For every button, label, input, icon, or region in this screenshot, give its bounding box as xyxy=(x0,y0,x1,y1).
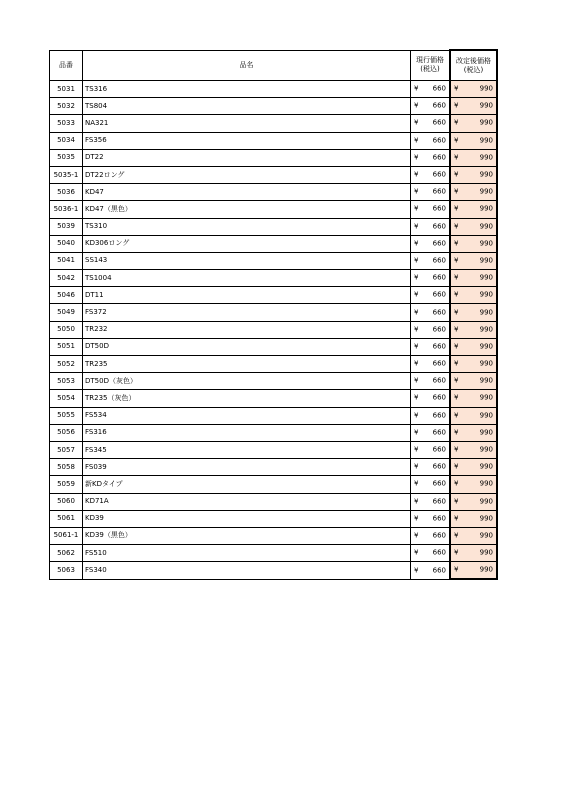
new-price: 990 xyxy=(479,376,493,385)
new-price: 990 xyxy=(479,222,493,231)
current-price: 660 xyxy=(432,170,446,179)
new-price: 990 xyxy=(479,479,493,488)
new-price: 990 xyxy=(479,445,493,454)
current-price: 660 xyxy=(432,325,446,334)
new-price-cell xyxy=(450,338,497,355)
item-name: TS804 xyxy=(83,98,411,115)
item-name: KD39 xyxy=(83,510,411,527)
current-currency-symbol: ¥ xyxy=(414,428,419,437)
current-price: 660 xyxy=(432,376,446,385)
current-price: 660 xyxy=(432,153,446,162)
new-price: 990 xyxy=(479,411,493,420)
item-name: KD47 xyxy=(83,184,411,201)
header-new-price-line1: 改定後価格 xyxy=(456,56,491,65)
current-price-cell xyxy=(411,98,451,115)
new-price: 990 xyxy=(479,84,493,93)
new-price-cell xyxy=(450,424,497,441)
current-currency-symbol: ¥ xyxy=(414,239,419,248)
table-row xyxy=(50,527,498,544)
current-price-cell xyxy=(411,201,451,218)
current-price-cell xyxy=(411,166,451,183)
new-price: 990 xyxy=(479,118,493,127)
new-price-cell xyxy=(450,407,497,424)
current-price-cell xyxy=(411,390,451,407)
current-price-cell xyxy=(411,510,451,527)
item-name: TR235（灰色） xyxy=(83,390,411,407)
item-code: 5036-1 xyxy=(50,201,83,218)
table-row xyxy=(50,459,498,476)
new-price-cell xyxy=(450,510,497,527)
new-currency-symbol: ¥ xyxy=(454,428,459,437)
new-price-cell xyxy=(450,201,497,218)
current-price-cell xyxy=(411,493,451,510)
header-new-price-line2: (税込) xyxy=(463,65,484,74)
item-name: DT50D（灰色） xyxy=(83,373,411,390)
new-price-cell xyxy=(450,527,497,544)
new-currency-symbol: ¥ xyxy=(454,204,459,213)
current-price: 660 xyxy=(432,222,446,231)
table-header xyxy=(50,50,498,81)
current-price-cell xyxy=(411,321,451,338)
new-price-cell xyxy=(450,373,497,390)
item-name: KD47（黒色） xyxy=(83,201,411,218)
current-price: 660 xyxy=(432,462,446,471)
new-price: 990 xyxy=(479,428,493,437)
current-price-cell xyxy=(411,562,451,580)
header-code: 品番 xyxy=(50,50,83,81)
current-price-cell xyxy=(411,149,451,166)
new-currency-symbol: ¥ xyxy=(454,308,459,317)
new-price-cell xyxy=(450,149,497,166)
current-currency-symbol: ¥ xyxy=(414,411,419,420)
new-currency-symbol: ¥ xyxy=(454,531,459,540)
table-row xyxy=(50,493,498,510)
current-price-cell xyxy=(411,356,451,373)
new-price-cell xyxy=(450,441,497,458)
item-name: DT22ロング xyxy=(83,166,411,183)
item-name: KD306ロング xyxy=(83,235,411,252)
new-price-cell xyxy=(450,459,497,476)
price-revision-table xyxy=(49,49,498,580)
new-price-cell xyxy=(450,390,497,407)
current-price: 660 xyxy=(432,342,446,351)
new-price-cell xyxy=(450,304,497,321)
current-currency-symbol: ¥ xyxy=(414,548,419,557)
current-price: 660 xyxy=(432,290,446,299)
current-price: 660 xyxy=(432,239,446,248)
new-price-cell xyxy=(450,166,497,183)
current-currency-symbol: ¥ xyxy=(414,462,419,471)
item-name: DT22 xyxy=(83,149,411,166)
current-currency-symbol: ¥ xyxy=(414,153,419,162)
item-code: 5032 xyxy=(50,98,83,115)
new-currency-symbol: ¥ xyxy=(454,393,459,402)
item-name: NA321 xyxy=(83,115,411,132)
table-row xyxy=(50,270,498,287)
current-currency-symbol: ¥ xyxy=(414,256,419,265)
new-price-cell xyxy=(450,235,497,252)
table-row xyxy=(50,441,498,458)
new-price: 990 xyxy=(479,393,493,402)
table-row xyxy=(50,304,498,321)
item-code: 5052 xyxy=(50,356,83,373)
current-price-cell xyxy=(411,218,451,235)
item-code: 5056 xyxy=(50,424,83,441)
new-price: 990 xyxy=(479,565,493,574)
item-name: FS372 xyxy=(83,304,411,321)
table-row xyxy=(50,287,498,304)
new-price: 990 xyxy=(479,273,493,282)
new-price-cell xyxy=(450,184,497,201)
current-price-cell xyxy=(411,252,451,269)
current-currency-symbol: ¥ xyxy=(414,531,419,540)
new-price: 990 xyxy=(479,239,493,248)
new-price: 990 xyxy=(479,514,493,523)
current-currency-symbol: ¥ xyxy=(414,376,419,385)
new-price: 990 xyxy=(479,256,493,265)
table-row xyxy=(50,115,498,132)
new-currency-symbol: ¥ xyxy=(454,462,459,471)
item-code: 5041 xyxy=(50,252,83,269)
table-row xyxy=(50,321,498,338)
current-price-cell xyxy=(411,476,451,493)
table-row xyxy=(50,166,498,183)
table-body xyxy=(50,81,498,580)
current-price: 660 xyxy=(432,479,446,488)
item-code: 5059 xyxy=(50,476,83,493)
new-price: 990 xyxy=(479,101,493,110)
item-name: DT50D xyxy=(83,338,411,355)
new-price-cell xyxy=(450,270,497,287)
item-code: 5050 xyxy=(50,321,83,338)
item-name: SS143 xyxy=(83,252,411,269)
table-row xyxy=(50,510,498,527)
new-currency-symbol: ¥ xyxy=(454,548,459,557)
new-price-cell xyxy=(450,493,497,510)
table-row xyxy=(50,81,498,98)
item-code: 5061 xyxy=(50,510,83,527)
current-currency-symbol: ¥ xyxy=(414,136,419,145)
current-price: 660 xyxy=(432,411,446,420)
new-price: 990 xyxy=(479,290,493,299)
current-price-cell xyxy=(411,527,451,544)
current-price: 660 xyxy=(432,204,446,213)
item-name: FS510 xyxy=(83,545,411,562)
item-code: 5062 xyxy=(50,545,83,562)
new-price-cell xyxy=(450,98,497,115)
item-name: TR235 xyxy=(83,356,411,373)
new-price-cell xyxy=(450,356,497,373)
new-currency-symbol: ¥ xyxy=(454,565,459,574)
table-row xyxy=(50,545,498,562)
new-currency-symbol: ¥ xyxy=(454,290,459,299)
current-price-cell xyxy=(411,373,451,390)
current-price-cell xyxy=(411,235,451,252)
item-code: 5053 xyxy=(50,373,83,390)
new-currency-symbol: ¥ xyxy=(454,325,459,334)
new-price-cell xyxy=(450,115,497,132)
current-currency-symbol: ¥ xyxy=(414,170,419,179)
new-currency-symbol: ¥ xyxy=(454,187,459,196)
current-price-cell xyxy=(411,304,451,321)
item-name: FS039 xyxy=(83,459,411,476)
current-price-cell xyxy=(411,184,451,201)
current-price-cell xyxy=(411,545,451,562)
item-code: 5063 xyxy=(50,562,83,580)
current-price: 660 xyxy=(432,118,446,127)
header-name: 品名 xyxy=(83,50,411,81)
new-currency-symbol: ¥ xyxy=(454,359,459,368)
current-price: 660 xyxy=(432,548,446,557)
table-row xyxy=(50,132,498,149)
table-row xyxy=(50,373,498,390)
new-price: 990 xyxy=(479,308,493,317)
current-currency-symbol: ¥ xyxy=(414,101,419,110)
item-name: TS310 xyxy=(83,218,411,235)
header-current-price-line2: (税込) xyxy=(420,65,440,74)
current-currency-symbol: ¥ xyxy=(414,479,419,488)
new-price-cell xyxy=(450,81,497,98)
table-row xyxy=(50,218,498,235)
item-name: FS534 xyxy=(83,407,411,424)
new-currency-symbol: ¥ xyxy=(454,222,459,231)
header-current-price-line1: 現行価格 xyxy=(416,56,444,65)
item-name: TR232 xyxy=(83,321,411,338)
current-currency-symbol: ¥ xyxy=(414,342,419,351)
current-price: 660 xyxy=(432,308,446,317)
header-new-price xyxy=(450,50,497,81)
current-currency-symbol: ¥ xyxy=(414,187,419,196)
item-name: KD71A xyxy=(83,493,411,510)
current-currency-symbol: ¥ xyxy=(414,445,419,454)
current-currency-symbol: ¥ xyxy=(414,308,419,317)
current-currency-symbol: ¥ xyxy=(414,273,419,282)
table-row xyxy=(50,407,498,424)
item-code: 5031 xyxy=(50,81,83,98)
item-name: FS340 xyxy=(83,562,411,580)
current-currency-symbol: ¥ xyxy=(414,566,419,575)
table-row xyxy=(50,149,498,166)
new-price: 990 xyxy=(479,187,493,196)
current-currency-symbol: ¥ xyxy=(414,393,419,402)
item-name: 新KDタイプ xyxy=(83,476,411,493)
item-code: 5042 xyxy=(50,270,83,287)
new-currency-symbol: ¥ xyxy=(454,239,459,248)
new-currency-symbol: ¥ xyxy=(454,411,459,420)
item-code: 5034 xyxy=(50,132,83,149)
table-row xyxy=(50,201,498,218)
new-price: 990 xyxy=(479,325,493,334)
item-code: 5055 xyxy=(50,407,83,424)
item-code: 5054 xyxy=(50,390,83,407)
current-price-cell xyxy=(411,132,451,149)
new-price: 990 xyxy=(479,342,493,351)
new-price: 990 xyxy=(479,136,493,145)
current-price: 660 xyxy=(432,514,446,523)
current-price: 660 xyxy=(432,566,446,575)
new-currency-symbol: ¥ xyxy=(454,170,459,179)
new-price: 990 xyxy=(479,462,493,471)
current-price-cell xyxy=(411,287,451,304)
new-currency-symbol: ¥ xyxy=(454,256,459,265)
current-price: 660 xyxy=(432,273,446,282)
new-currency-symbol: ¥ xyxy=(454,445,459,454)
table-row xyxy=(50,98,498,115)
current-currency-symbol: ¥ xyxy=(414,84,419,93)
item-code: 5039 xyxy=(50,218,83,235)
current-price: 660 xyxy=(432,101,446,110)
new-currency-symbol: ¥ xyxy=(454,118,459,127)
current-price-cell xyxy=(411,115,451,132)
table-row xyxy=(50,390,498,407)
current-price-cell xyxy=(411,459,451,476)
item-name: TS1004 xyxy=(83,270,411,287)
item-code: 5036 xyxy=(50,184,83,201)
current-currency-symbol: ¥ xyxy=(414,290,419,299)
new-currency-symbol: ¥ xyxy=(454,497,459,506)
current-price: 660 xyxy=(432,428,446,437)
current-price: 660 xyxy=(432,136,446,145)
current-currency-symbol: ¥ xyxy=(414,222,419,231)
new-price: 990 xyxy=(479,153,493,162)
new-price: 990 xyxy=(479,204,493,213)
new-price-cell xyxy=(450,287,497,304)
current-currency-symbol: ¥ xyxy=(414,325,419,334)
new-price: 990 xyxy=(479,170,493,179)
item-code: 5058 xyxy=(50,459,83,476)
item-code: 5051 xyxy=(50,338,83,355)
current-price-cell xyxy=(411,338,451,355)
current-currency-symbol: ¥ xyxy=(414,118,419,127)
item-name: TS316 xyxy=(83,81,411,98)
table-row xyxy=(50,252,498,269)
table-row xyxy=(50,562,498,580)
table-row xyxy=(50,424,498,441)
table-row xyxy=(50,476,498,493)
item-code: 5061-1 xyxy=(50,527,83,544)
new-price-cell xyxy=(450,545,497,562)
current-price: 660 xyxy=(432,359,446,368)
new-currency-symbol: ¥ xyxy=(454,101,459,110)
current-price-cell xyxy=(411,407,451,424)
current-currency-symbol: ¥ xyxy=(414,359,419,368)
new-currency-symbol: ¥ xyxy=(454,376,459,385)
table-row xyxy=(50,356,498,373)
new-price-cell xyxy=(450,132,497,149)
item-code: 5040 xyxy=(50,235,83,252)
current-price-cell xyxy=(411,270,451,287)
new-currency-symbol: ¥ xyxy=(454,153,459,162)
new-currency-symbol: ¥ xyxy=(454,342,459,351)
item-name: KD39（黒色） xyxy=(83,527,411,544)
current-currency-symbol: ¥ xyxy=(414,497,419,506)
current-price: 660 xyxy=(432,256,446,265)
new-currency-symbol: ¥ xyxy=(454,273,459,282)
new-price-cell xyxy=(450,476,497,493)
current-price: 660 xyxy=(432,84,446,93)
current-price: 660 xyxy=(432,531,446,540)
new-currency-symbol: ¥ xyxy=(454,514,459,523)
new-price: 990 xyxy=(479,497,493,506)
new-price-cell xyxy=(450,218,497,235)
current-price-cell xyxy=(411,441,451,458)
new-price: 990 xyxy=(479,548,493,557)
current-price: 660 xyxy=(432,393,446,402)
header-current-price xyxy=(411,50,451,81)
new-price: 990 xyxy=(479,359,493,368)
current-price: 660 xyxy=(432,187,446,196)
table-row xyxy=(50,338,498,355)
current-currency-symbol: ¥ xyxy=(414,204,419,213)
new-price-cell xyxy=(450,562,497,580)
header-row xyxy=(50,50,498,81)
table-row xyxy=(50,184,498,201)
new-price: 990 xyxy=(479,531,493,540)
item-code: 5049 xyxy=(50,304,83,321)
item-code: 5035 xyxy=(50,149,83,166)
item-name: FS345 xyxy=(83,441,411,458)
new-price-cell xyxy=(450,252,497,269)
item-code: 5033 xyxy=(50,115,83,132)
new-currency-symbol: ¥ xyxy=(454,84,459,93)
table-row xyxy=(50,235,498,252)
new-price-cell xyxy=(450,321,497,338)
new-currency-symbol: ¥ xyxy=(454,479,459,488)
item-code: 5035-1 xyxy=(50,166,83,183)
current-currency-symbol: ¥ xyxy=(414,514,419,523)
current-price: 660 xyxy=(432,497,446,506)
item-code: 5060 xyxy=(50,493,83,510)
item-name: DT11 xyxy=(83,287,411,304)
item-name: FS356 xyxy=(83,132,411,149)
current-price: 660 xyxy=(432,445,446,454)
new-currency-symbol: ¥ xyxy=(454,136,459,145)
current-price-cell xyxy=(411,424,451,441)
item-code: 5046 xyxy=(50,287,83,304)
item-name: FS316 xyxy=(83,424,411,441)
current-price-cell xyxy=(411,81,451,98)
item-code: 5057 xyxy=(50,441,83,458)
